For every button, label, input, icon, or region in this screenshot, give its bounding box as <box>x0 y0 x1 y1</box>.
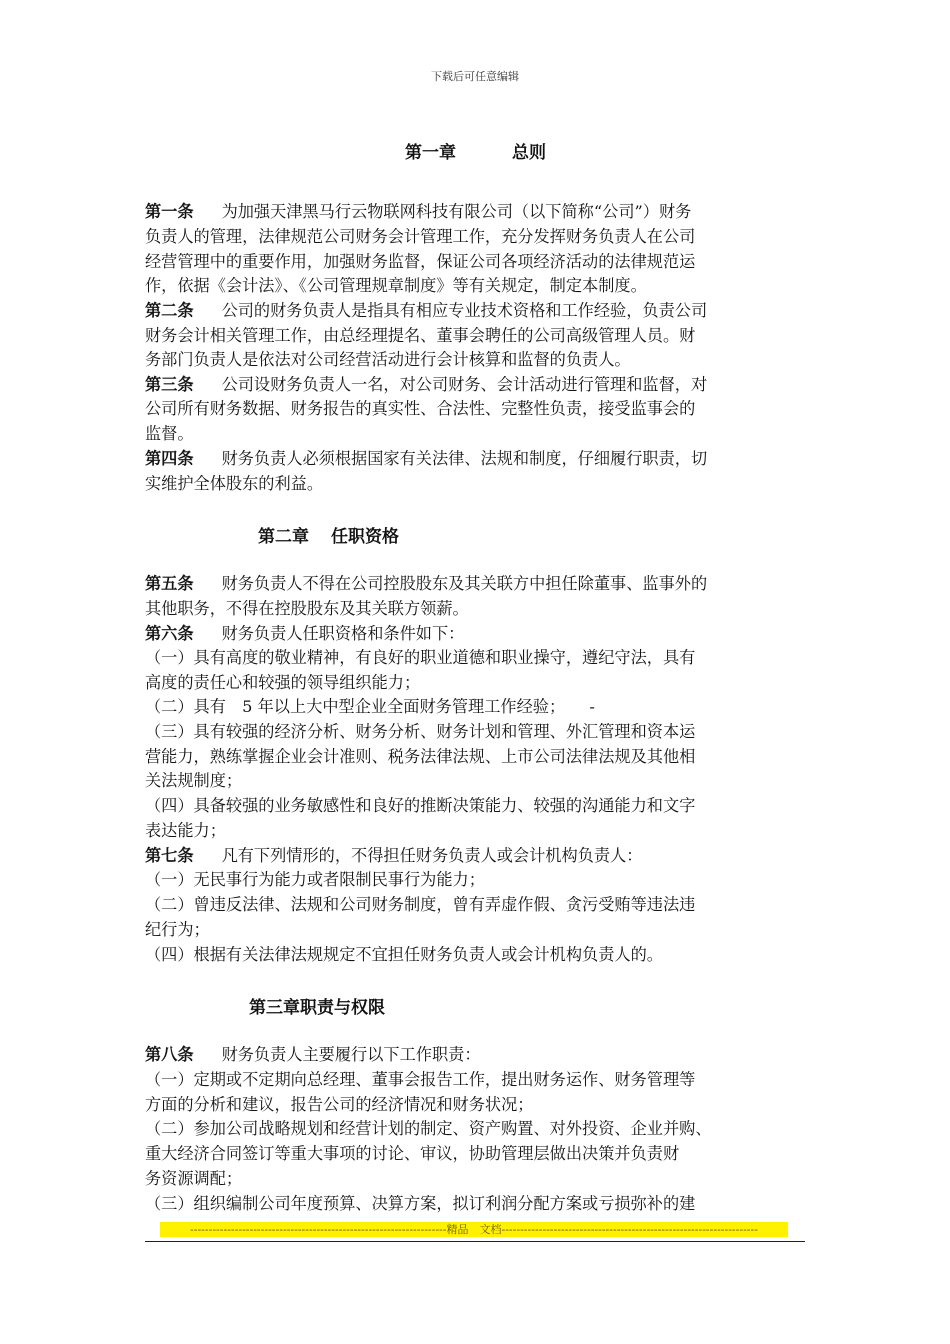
chapter-2-title: 任职资格 <box>331 527 399 547</box>
text-line: （一）具有高度的敬业精神，有良好的职业道德和职业操守，遵纪守法，具有 <box>145 648 696 667</box>
chapter-2-heading <box>258 522 399 547</box>
text-line: （二）曾违反法律、法规和公司财务制度，曾有弄虚作假、贪污受贿等违法违 <box>145 895 696 914</box>
text-line: 关法规制度； <box>145 771 243 790</box>
article-label: 第六条 <box>145 624 194 643</box>
chapter-2-number: 第二章 <box>258 527 309 547</box>
text-line: 纪行为； <box>145 920 210 939</box>
text-line: 第一条 为加强天津黑马行云物联网科技有限公司（以下简称“公司”）财务 <box>145 202 692 221</box>
text-line: 经营管理中的重要作用，加强财务监督，保证公司各项经济活动的法律规范运 <box>145 252 696 271</box>
chapter-3-title: 第三章职责与权限 <box>249 998 385 1018</box>
article-label: 第八条 <box>145 1045 194 1064</box>
chapter-1-title: 总则 <box>512 143 546 163</box>
text-line: 务部门负责人是依法对公司经营活动进行会计核算和监督的负责人。 <box>145 350 631 369</box>
text-line: 重大经济合同签订等重大事项的讨论、审议，协助管理层做出决策并负责财 <box>145 1144 680 1163</box>
text-line: 第六条 财务负责人任职资格和条件如下： <box>145 624 465 643</box>
text-line: 实维护全体股东的利益。 <box>145 474 324 493</box>
text-line: 第二条 公司的财务负责人是指具有相应专业技术资格和工作经验，负责公司 <box>145 301 708 320</box>
text-line: 负责人的管理，法律规范公司财务会计管理工作，充分发挥财务负责人在公司 <box>145 227 696 246</box>
chapter-1-heading <box>405 138 546 163</box>
text-line: 务资源调配； <box>145 1169 243 1188</box>
footer-divider <box>145 1241 805 1242</box>
text-line: （二）具有 5 年以上大中型企业全面财务管理工作经验； - <box>145 697 595 716</box>
text-line: 第七条 凡有下列情形的，不得担任财务负责人或会计机构负责人： <box>145 846 643 865</box>
text-line: 方面的分析和建议，报告公司的经济情况和财务状况； <box>145 1095 534 1114</box>
chapter-1-number: 第一章 <box>405 143 456 163</box>
text-line: 高度的责任心和较强的领导组织能力； <box>145 673 421 692</box>
article-label: 第四条 <box>145 449 194 468</box>
article-label: 第二条 <box>145 301 194 320</box>
text-line: 表达能力； <box>145 821 226 840</box>
text-line: （二）参加公司战略规划和经营计划的制定、资产购置、对外投资、企业并购、 <box>145 1119 712 1138</box>
article-label: 第三条 <box>145 375 194 394</box>
page-header-note: 下载后可任意编辑 <box>431 70 519 83</box>
text-line: （一）定期或不定期向总经理、董事会报告工作，提出财务运作、财务管理等 <box>145 1070 696 1089</box>
footer-watermark-band: ---------------------------------------------------------------------精品 文档--------------------------------------------------------------------- <box>160 1222 788 1237</box>
text-line: 营能力，熟练掌握企业会计准则、税务法律法规、上市公司法律法规及其他相 <box>145 747 696 766</box>
chapter-3-heading <box>249 993 385 1018</box>
text-line: 公司所有财务数据、财务报告的真实性、合法性、完整性负责，接受监事会的 <box>145 399 696 418</box>
text-line: 作，依据《会计法》、《公司管理规章制度》等有关规定，制定本制度。 <box>145 276 647 295</box>
text-line: （一）无民事行为能力或者限制民事行为能力； <box>145 870 485 889</box>
text-line: 第三条 公司设财务负责人一名，对公司财务、会计活动进行管理和监督，对 <box>145 375 708 394</box>
text-line: 其他职务，不得在控股股东及其关联方领薪。 <box>145 599 469 618</box>
text-line: （四）根据有关法律法规规定不宜担任财务负责人或会计机构负责人的。 <box>145 945 663 964</box>
text-line: 第五条 财务负责人不得在公司控股股东及其关联方中担任除董事、监事外的 <box>145 574 708 593</box>
text-line: （四）具备较强的业务敏感性和良好的推断决策能力、较强的沟通能力和文字 <box>145 796 696 815</box>
article-label: 第七条 <box>145 846 194 865</box>
text-line: 财务会计相关管理工作，由总经理提名、董事会聘任的公司高级管理人员。财 <box>145 326 696 345</box>
text-line: 监督。 <box>145 424 194 443</box>
text-line: （三）组织编制公司年度预算、决算方案，拟订利润分配方案或亏损弥补的建 <box>145 1194 696 1213</box>
article-label: 第一条 <box>145 202 194 221</box>
article-label: 第五条 <box>145 574 194 593</box>
text-line: 第八条 财务负责人主要履行以下工作职责： <box>145 1045 481 1064</box>
text-line: （三）具有较强的经济分析、财务分析、财务计划和管理、外汇管理和资本运 <box>145 722 696 741</box>
text-line: 第四条 财务负责人必须根据国家有关法律、法规和制度，仔细履行职责，切 <box>145 449 708 468</box>
